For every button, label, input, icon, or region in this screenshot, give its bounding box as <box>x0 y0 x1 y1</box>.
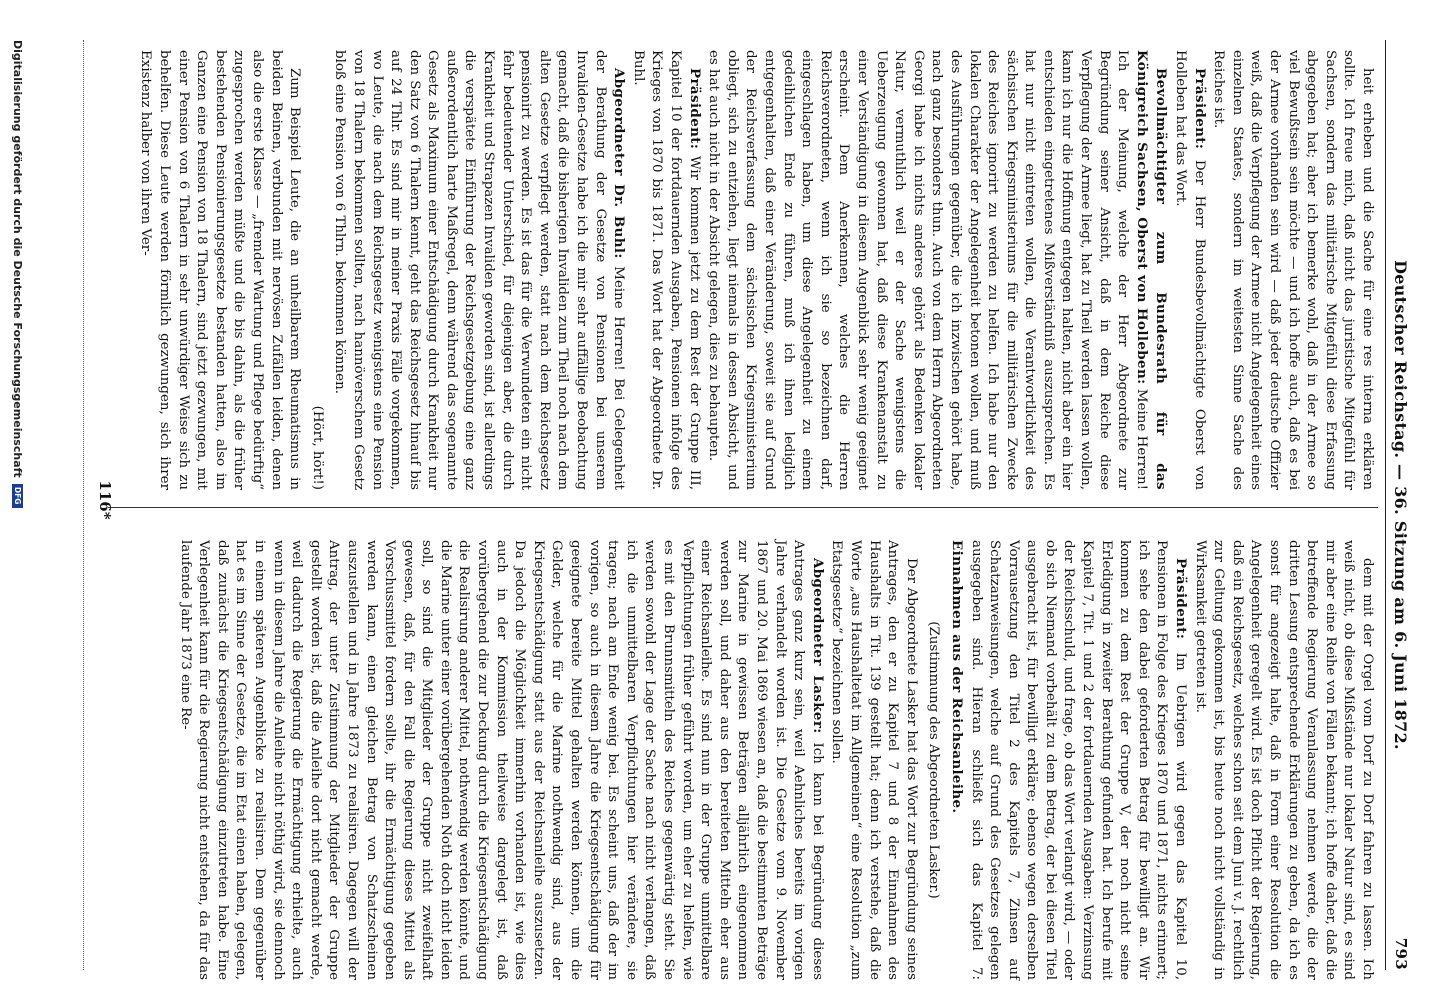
sheet-signature: 116* <box>96 480 114 520</box>
paragraph <box>827 540 920 980</box>
speaker-name: Bevollmächtigter zum Bundesrath für das Königreich Sachsen, Oberst von Holleben: <box>1133 50 1170 490</box>
paragraph-text: Ich kann bei Begründung dieses Antrages ganz kurz sein, weil Aehnliches bereits im vorigen Jahre verhandelt worden ist. Die Gesetze vom 9. November 1867 und 20. Mai 1869 wiesen an, daß die bestimmten Beträge zur Marine in gewissen Beträgen alljährlich eingenommen werden soll, und daher aus den bereiteten Mitteln eher aus einer Reichsanleihe. Es sind nun in der Gruppe unmittelbare Verpflichtungen früher geführt worden, um eher zu helfen, wie es mit den Brunnsmitteln des Reiches gegenwärtig steht. Sie werden sowohl der Lage der Sache nach nicht verlangen, daß ich die unmittelbaren Verpflichtungen hier verändere, sie tragen; nach am Ende wenig bei. Es scheint uns, daß der im vorigen, so auch in diesem Jahre die Kriegsentschädigung für geeignete bereite Mittel gehalten werden können, um die Gelder, welche für die Marine nothwendig sind, aus der Kriegsentschädigung statt aus der Reichsanleihe auszusetzen. Da jedoch die Möglichkeit immerhin vorhanden ist, wie dies auch in der Kommission theilweise dargelegt ist, daß vorübergehend die zur Deckung durch die Kriegsentschädigung die Realisirung anderer Mittel, nothwendig werden könnte, und die Marine unter einer vorübergehenden Noth doch nicht leiden soll, so sind die Mitglieder der Gruppe nicht zweifelhaft gewesen, daß, für den Fall die Regierung dieses Mittel als Vorschussmittel fordern sollte, ihr die Ermächtigung gegeben werden kann, einen gleichen Betrag von Schatzscheinen auszustellen und in Jahre 1873 zu realisiren. Dagegen will der Antrag, der unter Zustimmung der Mitglieder der Gruppe gestellt worden ist, daß die Anleihe dort nicht gemacht werde, weil dadurch die Regierung die Ermächtigung erhielte, auch wenn in diesem Jahre die Anleihe nicht nöthig wird, sie dennoch in einem späteren Augenblicke zu realisiren. Dem gegenüber hat es im Sinne der Gesetze, die im Etat einen haben, gelegen, daß zunächst die Kriegsentschädigung einzutreten habe. Eine Verlegenheit kann für die Regierung nicht entstehen, da für das laufende Jahr 1873 eine Re- <box>177 540 825 981</box>
page-header <box>1388 40 1414 970</box>
paragraph <box>1170 50 1208 490</box>
paragraph-text: Im Uebrigen wird gegen das Kapitel 10, Pensionen in Folge des Krieges 1870 und 1871, nichts erinnert; ich sehe den dabei geforderten Betrag für bewilligt an. Wir kommen zu dem Rest der Gruppe V, der noch nicht seine Erledigung in zweiter Berathung gefunden hat. Ich berufe mit Kapitel 7, Tit. 1 und 2 der fortdauernden Ausgaben: Verzinsung der Reichsschuld, und frage, ob das Wort verlangt wird, — oder ob sich Niemand vorbehält zu dem Betrag, der bei diesen Titel ausgebracht ist, für bewilligt erkläre; ebenso wegen derselben Vorrausetzung den Titel 2 des Kapitels 7, Zinsen auf Schatzanweisungen, welche auf Grund des Gesetzes gelegen ausgegeben sind. Hieran schließt sich das Kapitel 7: <box>968 540 1189 980</box>
paragraph <box>704 50 1171 490</box>
left-column <box>136 50 1376 490</box>
paragraph-text: Wir kommen jetzt zu dem Rest der Gruppe III, Kapitel 10 der fortdauernden Ausgaben, Pensionen infolge des Krieges von 1870 bis 1871. Das Wort hat der Abgeordnete Dr. Buhl. <box>630 50 702 490</box>
speaker-name: Präsident: <box>1173 558 1190 640</box>
speaker-name: Abgeordneter Dr. Buhl: <box>611 68 628 259</box>
right-column <box>175 540 1376 980</box>
speaker-name: Der Abgeordnete Lasker <box>903 558 919 726</box>
paragraph <box>175 540 827 980</box>
page-number: 793 <box>1392 937 1410 970</box>
paragraph <box>946 540 1190 980</box>
paragraph-text: Meine Herren! Ich der Meinung, welche der Herr Abgeordnete zur Begründung seiner Ansicht, daß in dem Reiche diese Verpflegung der Armee liegt, hat zu Theil werden lassen wollen, kann ich nur die Hoffnung entgegen halten, nicht aber ein hier entschieden eingetretenes Mißverständniß auszusprechen. Es hat nur nicht eintreten wollen, die Verantwortlichkeit des sächsischen Kriegsministeriums für die militärischen Zwecke des Reiches ignorirt zu werden zu helfen. Ich habe nur den lokalen Charakter der Angelegenheit betonen wollen, und muß des Ausführungen gegenüber, die ich inzwischen gehört habe, nach ganz besonders thun. Auch von dem Herrn Abgeordneten Georgi habe ich nichts anderes gehört als Bedenken lokaler Natur, vermuthlich weil er der Sache wenigstens die Ueberzeugung gewonnen hat, daß diese Krankenanstalt zu einer Verständigung in diesem Augenblick sehr wenig geeignet erscheint. Dem Anerkennen, welches die Herren Reichsverordneten, wenn ich sie so bezeichnen darf, eingeschlagen haben, um diese Angelegenheit zu einem gedeihlichen Ende zu führen, muß ich ihnen lediglich entgegenhalten, daß einer Veränderung, soweit sie auf Grund der Reichsverfassung dem sächsischen Kriegsministerium obliegt, sich zu entziehen, liegt niemals in dessen Absicht, und es hat auch nicht in der Absicht gelegen, dies zu behaupten. <box>706 50 1149 490</box>
paragraph <box>330 50 629 490</box>
footer-rule <box>83 40 84 970</box>
interjection: (Hört, hört!) <box>309 405 325 490</box>
paragraph: heit erheben und die Sache für eine res interna erklären sollte. Ich freue mich, daß nicht das juristische Mitgefühl für Sachsen, sondern das militärische Mitgefühl diese Erfassung abgegeben hat; aber ich bemerke wohl, daß in der Armee so viel Bewußtsein sein möchte — und ich hoffe auch, daß es bei der Armee vorhanden sein wird — daß jeder deutsche Offizier weiß, daß die Verpflegung der Armee nicht Angelegenheit eines einzelnen Staates, sondern im weitesten Sinne Sache des Reiches ist. <box>1211 50 1375 490</box>
header-rule <box>1385 40 1386 970</box>
paragraph-text: hat das Wort zur Begründung seines Antrages, den er zu Kapitel 7 und 8 der Einnahmen des Haushalts in Tit. 139 gestellt hat; denn ich verstehe, daß die Worte „aus Haushaltetat im Allgemeinen“ eine Resolution „zum Etatsgesetze“ bezeichnen sollen. <box>829 540 919 981</box>
paragraph-text: Der Herr Bundesbevollmächtigte Oberst von Holleben hat das Wort. <box>1173 50 1207 490</box>
paragraph-text: Meine Herren! Bei Gelegenheit der Berathung der Gesetze von Pensionen bei unserem Invaliden-Gesetze habe ich die mir sehr auffällige Beobachtung gemacht, daß die bisherigen Invaliden zum Theil noch nach dem alten Gesetze verpflegt werden, statt nach dem Reichsgesetz pensionirt zu werden. Es ist das für die Verwundeten ein nicht fehr bedeutender Unterschied, für diejenigen aber, die durch Krankheit und Strapazen Invaliden geworden sind, ist allerdings die verspätete Einführung der Reichsgesetzgebung eine ganz außerordentlich harte Maßregel, denn während das sogenannte Gesetz als Maximum einer Entschädigung durch Krankheit nur den Satz von 6 Thalern kennt, geht das Reichsgesetz hinauf bis auf 24 Thlr. Es sind mir in meiner Praxis Fälle vorgekommen, wo Leute, die nach dem Reichsgesetz wenigstens eine Pension von 18 Thalern bekommen sollten, nach hannöverschem Gesetz bloß eine Pension von 6 Thlrn. bekommen können. <box>332 50 627 490</box>
page-header-title: Deutscher Reichstag. — 36. Sitzung am 6. Juni 1872. <box>1391 260 1410 750</box>
column-divider <box>108 507 1378 508</box>
dfg-logo: DFG <box>13 484 24 508</box>
bold-title: Einnahmen aus der Reichsanleihe. <box>948 540 965 814</box>
paragraph: Zum Beispiel Leute, die an unheilbarem Rheumatismus in beiden Beinen, verbunden mit nervösen Zufällen leiden, denen also die erste Klasse — „fremder Wartung und Pflege bedürftig“ zugesprochen werden müßte und die bis dahin, als die früher bestehenden Pensionierungsgesetze bestanden hatten, also im Ganzen eine Pension von 18 Thalern, sind jetzt gezwungen, mit einer Pension von 6 Thalern in sehr unwürdiger Weise sich zu behelfen. Diese Leute werden förmlich gezwungen, sich ihrer Existenz halber von ihren Ver- <box>138 50 303 490</box>
paragraph: dem mit der Orgel vom Dorf zu Dorf fahren zu lassen. Ich weiß nicht, ob diese Mißstände nur lokaler Natur sind, es sind mir aber eine Reihe von Fällen bekannt; ich hoffe daher, daß die betreffende Regierung Veranlassung nehmen werde, die der dritten Lesung entsprechende Erklärungen zu geben, da ich es sonst für angezeigt halte, daß in Form einer Resolution die Angelegenheit geregelt wird. Es ist doch Pflicht der Regierung, daß ein Reichsgesetz, welches schon seit dem Juni v. J. rechtlich zur Geltung gekommen ist, bis heute noch nicht vollständig in Wirksamkeit getreten ist. <box>1192 540 1375 980</box>
speaker-name: Präsident: <box>686 68 703 150</box>
speaker-name: Abgeordneter Lasker: <box>809 558 826 734</box>
speaker-name: Präsident: <box>1191 68 1208 150</box>
paragraph <box>628 50 703 490</box>
digitization-credit <box>9 40 27 508</box>
credit-text: Digitalisierung gefördert durch die Deutsche Forschungsgemeinschaft <box>11 40 25 478</box>
interjection: (Zustimmung des Abgeordneten Lasker.) <box>926 621 942 899</box>
